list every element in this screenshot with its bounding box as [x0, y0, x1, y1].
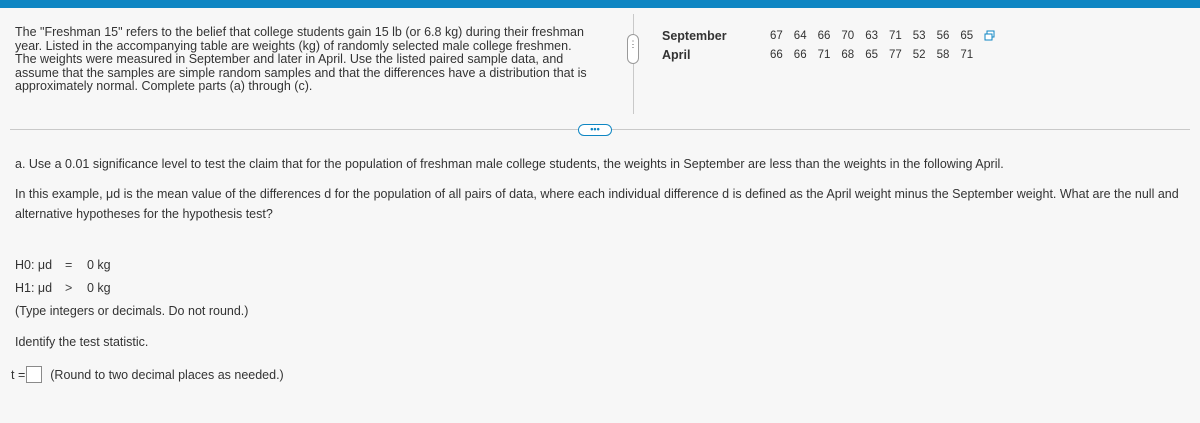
- null-hypothesis: [15, 258, 111, 272]
- t-answer-row: [11, 366, 284, 383]
- h0-value-input[interactable]: 0 kg: [87, 258, 111, 272]
- row-label-april: April: [662, 47, 691, 62]
- table-row-september: [662, 26, 1008, 45]
- horizontal-expand-handle[interactable]: •••: [578, 124, 612, 136]
- t-label: t =: [11, 367, 26, 382]
- table-cell: 70: [841, 29, 855, 42]
- hypothesis-question: In this example, μd is the mean value of the differences d for the population of all pairs of data, where each individual difference d is defined as the April weight minus the September weight. What are the null and alternative hypotheses for the hypothesis test?: [15, 187, 1179, 221]
- table-cell: 77: [888, 48, 902, 61]
- h1-value-input[interactable]: 0 kg: [87, 281, 111, 295]
- table-cell: 66: [793, 48, 807, 61]
- table-row-april: [662, 45, 1008, 64]
- table-cell: 52: [912, 48, 926, 61]
- table-cell: 66: [770, 48, 783, 61]
- type-instruction: (Type integers or decimals. Do not round.): [15, 304, 249, 318]
- copy-data-icon[interactable]: [984, 30, 1008, 42]
- h0-symbol: H0: μd: [15, 258, 53, 272]
- alternative-hypothesis: [15, 281, 111, 295]
- vertical-resize-handle[interactable]: ⋮: [627, 34, 639, 64]
- problem-intro: The "Freshman 15" refers to the belief that college students gain 15 lb (or 6.8 kg) during their freshman year. Listed in the accompanying table are weights (kg) of randomly selected male college freshmen. The weights were measured in September and later in April. Use the listed paired sample data, and assume that the samples are simple random samples and that the differences have a distribution that is approximately normal. Complete parts (a) through (c).: [15, 25, 587, 94]
- table-cell: 53: [912, 29, 926, 42]
- table-cell: 68: [841, 48, 855, 61]
- identify-test-statistic: Identify the test statistic.: [15, 335, 149, 349]
- table-cell: 65: [960, 29, 974, 42]
- table-cell: 63: [865, 29, 878, 42]
- part-a-question: a. Use a 0.01 significance level to test the claim that for the population of freshman male college students, the weights in September are less than the weights in the following April.: [15, 157, 1004, 171]
- row-label-september: September: [662, 28, 727, 43]
- table-cell: 71: [888, 29, 902, 42]
- table-cell: 58: [936, 48, 950, 61]
- h1-symbol: H1: μd: [15, 281, 53, 295]
- t-answer-input[interactable]: [26, 366, 42, 383]
- data-table: [662, 26, 1008, 64]
- table-cell: 71: [960, 48, 974, 61]
- vertical-divider: [633, 14, 634, 114]
- table-cell: 67: [770, 29, 783, 42]
- h0-operator-select[interactable]: =: [65, 258, 73, 272]
- h1-operator-select[interactable]: >: [65, 281, 73, 295]
- table-cell: 56: [936, 29, 950, 42]
- table-cell: 66: [817, 29, 831, 42]
- top-accent-bar: [0, 0, 1200, 8]
- row-values-april: [770, 49, 984, 61]
- table-cell: 64: [793, 29, 807, 42]
- table-cell: 65: [865, 48, 878, 61]
- table-cell: 71: [817, 48, 831, 61]
- row-values-september: [770, 30, 1008, 42]
- rounding-note: (Round to two decimal places as needed.): [50, 367, 284, 382]
